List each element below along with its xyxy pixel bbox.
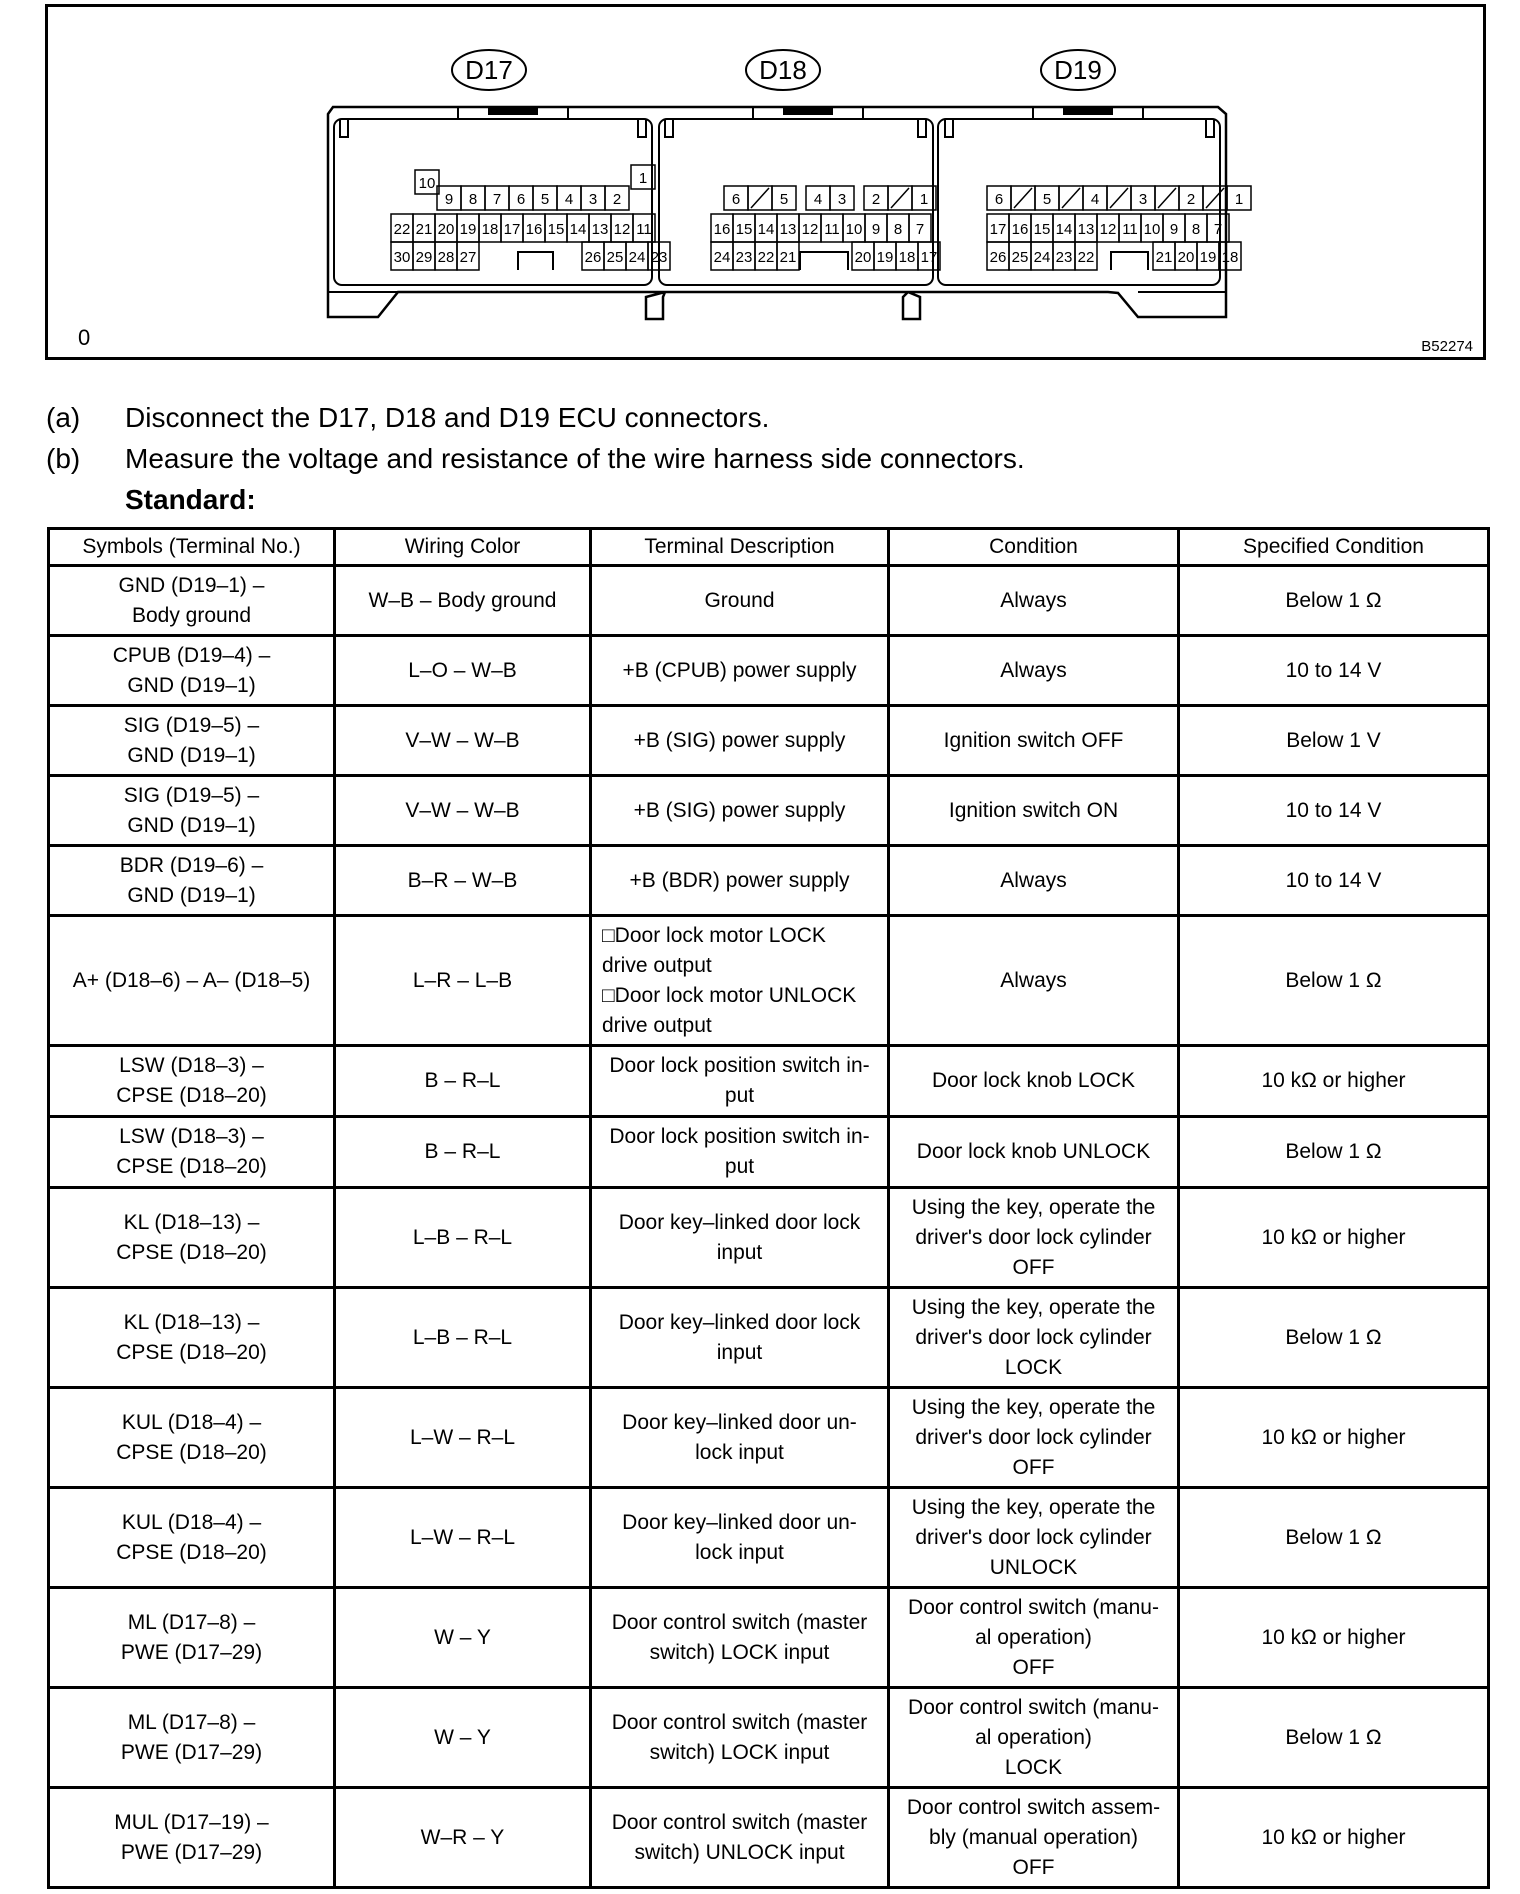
d18-row2-label: 6 [731,191,741,208]
cell-wiring-color: B–R – W–B [335,846,591,916]
header-specified-condition: Specified Condition [1179,529,1489,566]
d18-row2-label: 3 [837,191,847,208]
cell-symbols: MUL (D17–19) – PWE (D17–29) [49,1788,335,1888]
cell-wiring-color: L–R – L–B [335,916,591,1046]
cell-terminal-description: +B (BDR) power supply [591,846,889,916]
connector-figure [45,4,1486,360]
d18-row4-label: 21 [779,249,797,266]
d19-row3-label: 14 [1055,221,1073,238]
cell-condition: Always [889,566,1179,636]
d17-row4-label: 23 [650,249,668,266]
table-row [49,1588,1489,1688]
cell-specified-condition: Below 1 V [1179,706,1489,776]
cell-specified-condition: Below 1 Ω [1179,1488,1489,1588]
cell-symbols: SIG (D19–5) – GND (D19–1) [49,776,335,846]
d19-row4-label: 26 [989,249,1007,266]
cell-symbols: KUL (D18–4) – CPSE (D18–20) [49,1388,335,1488]
cell-symbols: SIG (D19–5) – GND (D19–1) [49,706,335,776]
d17-row3-label: 20 [437,221,455,238]
cell-symbols: ML (D17–8) – PWE (D17–29) [49,1688,335,1788]
d17-row4-label: 27 [459,249,477,266]
cell-wiring-color: W–B – Body ground [335,566,591,636]
header-wiring-color: Wiring Color [335,529,591,566]
d19-row2-slash [1110,188,1128,208]
connector-diagram [48,7,1483,357]
cell-symbols: KL (D18–13) – CPSE (D18–20) [49,1188,335,1288]
slot [945,119,953,137]
d17-row4-label: 29 [415,249,433,266]
cell-wiring-color: L–W – R–L [335,1388,591,1488]
cell-symbols: GND (D19–1) – Body ground [49,566,335,636]
cell-terminal-description: □Door lock motor LOCK drive output □Door lock motor UNLOCK drive output [591,916,889,1046]
slot [1206,119,1214,137]
cell-condition: Door control switch assem- bly (manual operation) OFF [889,1788,1179,1888]
cell-specified-condition: 10 to 14 V [1179,636,1489,706]
cell-terminal-description: Door key–linked door lock input [591,1188,889,1288]
cell-specified-condition: 10 kΩ or higher [1179,1046,1489,1117]
step-a-label: (a) [46,402,81,433]
figure-corner-label: 0 [78,325,91,350]
d18-row3-label: 8 [893,221,903,238]
cell-specified-condition: Below 1 Ω [1179,916,1489,1046]
cell-terminal-description: Door key–linked door un- lock input [591,1488,889,1588]
d18-row3-label: 14 [757,221,775,238]
d19-row3-label: 8 [1191,221,1201,238]
header-symbols: Symbols (Terminal No.) [49,529,335,566]
d18-row3-label: 9 [871,221,881,238]
d17-row2-label: 3 [588,191,598,208]
cell-specified-condition: 10 kΩ or higher [1179,1388,1489,1488]
standard-label: Standard: [125,484,256,515]
step-b-label: (b) [46,443,81,474]
cell-symbols: LSW (D18–3) – CPSE (D18–20) [49,1046,335,1117]
d19-row3-label: 16 [1011,221,1029,238]
d17-row1-label: 1 [638,170,648,187]
d18-row4-label: 20 [854,249,872,266]
d19-row3-label: 15 [1033,221,1051,238]
cell-terminal-description: Ground [591,566,889,636]
cell-condition: Ignition switch OFF [889,706,1179,776]
cell-terminal-description: Door control switch (master switch) LOCK input [591,1588,889,1688]
step-b [46,441,1025,477]
cell-condition: Ignition switch ON [889,776,1179,846]
header-terminal-description: Terminal Description [591,529,889,566]
cell-condition: Door control switch (manu- al operation) LOCK [889,1688,1179,1788]
cell-condition: Always [889,636,1179,706]
step-b-text: Measure the voltage and resistance of the wire harness side connectors. [125,443,1025,474]
d19-row3-label: 9 [1169,221,1179,238]
connector-housing [328,107,1226,319]
table-row [49,1046,1489,1117]
d19-row2-slash [1062,188,1080,208]
d18-row4-label: 17 [920,249,938,266]
d18-row2-label: 5 [779,191,789,208]
d17-row2-label: 9 [444,191,454,208]
d17-row3-label: 22 [393,221,411,238]
d17-row3-label: 21 [415,221,433,238]
d18-row2-label: 4 [813,191,823,208]
d18-row4-label: 23 [735,249,753,266]
cell-specified-condition: 10 to 14 V [1179,776,1489,846]
d19-row4-label: 20 [1177,249,1195,266]
d17-row2-label: 7 [492,191,502,208]
cell-wiring-color: W–R – Y [335,1788,591,1888]
step-a-text: Disconnect the D17, D18 and D19 ECU connectors. [125,402,770,433]
d17-row3-label: 17 [503,221,521,238]
cell-terminal-description: +B (CPUB) power supply [591,636,889,706]
d18-row3-label: 11 [824,221,840,238]
d19-row2-slash [1158,188,1176,208]
table-row [49,1788,1489,1888]
cell-condition: Door lock knob UNLOCK [889,1117,1179,1188]
cell-wiring-color: B – R–L [335,1117,591,1188]
d19-row3-label: 7 [1213,221,1223,238]
cell-symbols: ML (D17–8) – PWE (D17–29) [49,1588,335,1688]
d17-row1-label: 10 [418,175,436,192]
d17-row2-label: 4 [564,191,574,208]
cell-symbols: KUL (D18–4) – CPSE (D18–20) [49,1488,335,1588]
d18-row3-label: 15 [735,221,753,238]
d18-key [800,252,848,270]
cell-condition: Door control switch (manu- al operation) OFF [889,1588,1179,1688]
standard-table [47,527,1490,1889]
table-row [49,776,1489,846]
d17-row3-label: 15 [547,221,565,238]
slot [918,119,926,137]
cell-terminal-description: Door lock position switch in- put [591,1117,889,1188]
cell-terminal-description: +B (SIG) power supply [591,776,889,846]
cell-condition: Always [889,916,1179,1046]
cell-terminal-description: Door control switch (master switch) UNLOCK input [591,1788,889,1888]
d18-row3-label: 16 [713,221,731,238]
table-row [49,566,1489,636]
cell-wiring-color: W – Y [335,1688,591,1788]
d19-key [1111,252,1148,270]
header-condition: Condition [889,529,1179,566]
d19-row4-label: 22 [1077,249,1095,266]
table-row [49,706,1489,776]
cell-wiring-color: V–W – W–B [335,706,591,776]
d19-row4-label: 24 [1033,249,1051,266]
cell-specified-condition: 10 kΩ or higher [1179,1588,1489,1688]
d18-row4-label: 24 [713,249,731,266]
d17-row4-label: 24 [628,249,646,266]
d17-row2-label: 5 [540,191,550,208]
table-row [49,1188,1489,1288]
table-header-row [49,529,1489,566]
d19-row4-label: 25 [1011,249,1029,266]
d17-row2-label: 2 [612,191,622,208]
d18-row4-label: 19 [876,249,894,266]
d19-row3-label: 10 [1143,221,1161,238]
cell-specified-condition: 10 kΩ or higher [1179,1188,1489,1288]
d19-row2-slash [1014,188,1032,208]
d17-row3-label: 16 [525,221,543,238]
cell-wiring-color: L–W – R–L [335,1488,591,1588]
cell-wiring-color: L–B – R–L [335,1288,591,1388]
cell-terminal-description: Door key–linked door lock input [591,1288,889,1388]
d18-row3-label: 13 [779,221,797,238]
cell-specified-condition: Below 1 Ω [1179,1688,1489,1788]
cell-wiring-color: L–O – W–B [335,636,591,706]
d17-row3-label: 13 [591,221,609,238]
d19-row3-label: 11 [1122,221,1138,238]
connector-label: D18 [759,55,807,85]
latch-bar [783,107,833,115]
d19-row4-label: 19 [1199,249,1217,266]
table-row [49,1388,1489,1488]
d19-row3-label: 12 [1099,221,1117,238]
cell-wiring-color: L–B – R–L [335,1188,591,1288]
d19-row2-label: 6 [994,191,1004,208]
cell-condition: Door lock knob LOCK [889,1046,1179,1117]
d17-row4-label: 26 [584,249,602,266]
table-row [49,1117,1489,1188]
slot [638,119,646,137]
cell-specified-condition: Below 1 Ω [1179,1117,1489,1188]
slot [340,119,348,137]
cell-terminal-description: +B (SIG) power supply [591,706,889,776]
d18-row3-label: 10 [845,221,863,238]
table-row [49,846,1489,916]
cell-wiring-color: W – Y [335,1588,591,1688]
cell-condition: Always [889,846,1179,916]
d18-row2-label: 1 [919,191,929,208]
slot [665,119,673,137]
d19-row2-label: 3 [1138,191,1148,208]
d19-row3-label: 13 [1077,221,1095,238]
d19-row3-label: 17 [989,221,1007,238]
d18-row3-label: 7 [915,221,925,238]
cell-condition: Using the key, operate the driver's door lock cylinder UNLOCK [889,1488,1179,1588]
d17-row3-label: 12 [613,221,631,238]
table-row [49,1488,1489,1588]
cell-wiring-color: B – R–L [335,1046,591,1117]
table-row [49,916,1489,1046]
cell-symbols: LSW (D18–3) – CPSE (D18–20) [49,1117,335,1188]
cell-specified-condition: Below 1 Ω [1179,566,1489,636]
connector-label: D19 [1054,55,1102,85]
d18-row4-label: 22 [757,249,775,266]
cell-specified-condition: Below 1 Ω [1179,1288,1489,1388]
d19-row2-label: 4 [1090,191,1100,208]
cell-condition: Using the key, operate the driver's door lock cylinder LOCK [889,1288,1179,1388]
step-a [46,400,769,436]
table-row [49,1688,1489,1788]
cell-symbols: BDR (D19–6) – GND (D19–1) [49,846,335,916]
d19-row4-label: 18 [1221,249,1239,266]
d18-row2-slash [891,188,909,208]
d19-row2-slash [1206,188,1224,208]
d19-row2-label: 1 [1234,191,1244,208]
d18-row3-label: 12 [801,221,819,238]
d17-row3-label: 19 [459,221,477,238]
latch-bar [488,107,538,115]
d18-row2-label: 2 [871,191,881,208]
d17-row4-label: 28 [437,249,455,266]
cell-specified-condition: 10 to 14 V [1179,846,1489,916]
latch-bar [1063,107,1113,115]
cell-terminal-description: Door key–linked door un- lock input [591,1388,889,1488]
cell-condition: Using the key, operate the driver's door lock cylinder OFF [889,1388,1179,1488]
d17-row2-label: 8 [468,191,478,208]
cell-terminal-description: Door lock position switch in- put [591,1046,889,1117]
d17-row4-label: 30 [393,249,411,266]
d19-row2-label: 5 [1042,191,1052,208]
cell-symbols: KL (D18–13) – CPSE (D18–20) [49,1288,335,1388]
d17-row4-label: 25 [606,249,624,266]
d17-key [518,252,553,270]
cell-specified-condition: 10 kΩ or higher [1179,1788,1489,1888]
d19-row4-label: 23 [1055,249,1073,266]
d19-row2-label: 2 [1186,191,1196,208]
cell-symbols: A+ (D18–6) – A– (D18–5) [49,916,335,1046]
d18-row2-slash [751,188,769,208]
table-row [49,1288,1489,1388]
table-row [49,636,1489,706]
d17-row3-label: 18 [481,221,499,238]
connector-label: D17 [465,55,513,85]
cell-symbols: CPUB (D19–4) – GND (D19–1) [49,636,335,706]
d19-row4-label: 21 [1155,249,1173,266]
cell-wiring-color: V–W – W–B [335,776,591,846]
figure-code: B52274 [1421,338,1473,355]
d17-row2-label: 6 [516,191,526,208]
cell-condition: Using the key, operate the driver's door lock cylinder OFF [889,1188,1179,1288]
d17-row3-label: 14 [569,221,587,238]
d18-row4-label: 18 [898,249,916,266]
d17-row3-label: 11 [636,221,652,238]
cell-terminal-description: Door control switch (master switch) LOCK input [591,1688,889,1788]
